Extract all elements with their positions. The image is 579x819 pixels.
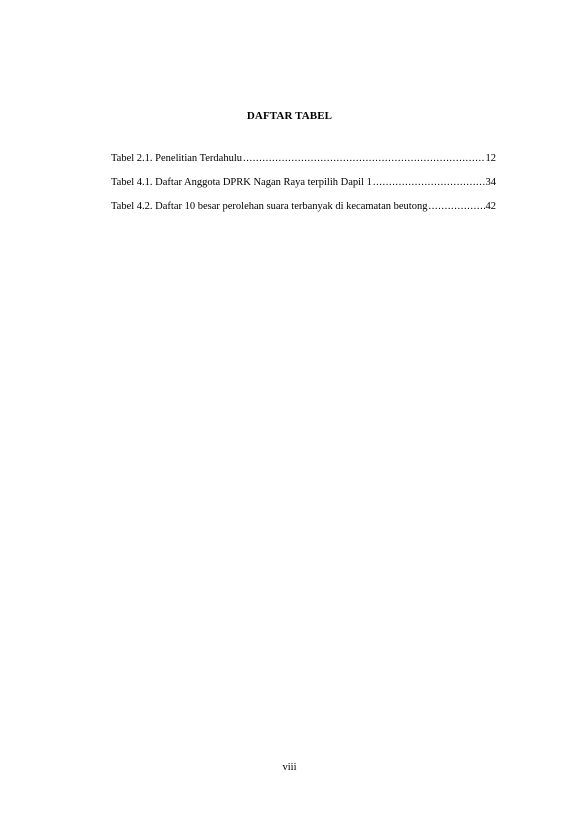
toc-entry	[111, 153, 496, 177]
dot-leader	[428, 201, 484, 212]
toc-entry-label: Tabel 4.2. Daftar 10 besar perolehan suara terbanyak di kecamatan beutong	[111, 201, 428, 212]
toc-entry-label: Tabel 2.1. Penelitian Terdahulu	[111, 153, 243, 164]
toc-entry-page: 42	[485, 201, 496, 212]
toc-entry	[111, 201, 496, 225]
table-of-tables-list	[111, 153, 496, 225]
toc-entry-label: Tabel 4.1. Daftar Anggota DPRK Nagan Raya terpilih Dapil 1	[111, 177, 372, 188]
page-title: DAFTAR TABEL	[246, 110, 333, 122]
dot-leader	[373, 177, 485, 188]
toc-entry-page: 12	[485, 153, 496, 164]
dot-leader	[243, 153, 484, 164]
toc-entry-page: 34	[485, 177, 496, 188]
footer-page-number: viii	[282, 762, 297, 773]
toc-entry	[111, 177, 496, 201]
